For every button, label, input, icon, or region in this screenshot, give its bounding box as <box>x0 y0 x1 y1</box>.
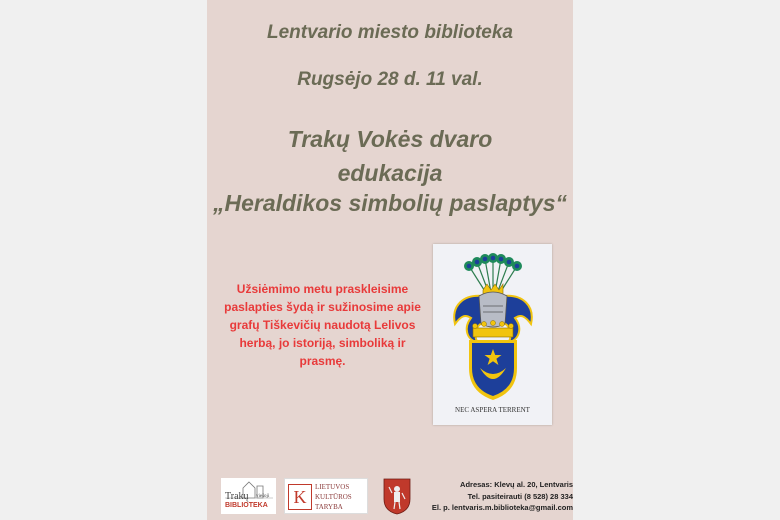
council-logo-line2: KULTŪROS <box>315 493 352 501</box>
trakai-logo-small: viešoji <box>256 494 270 499</box>
council-logo-line3: TARYBA <box>315 503 343 511</box>
event-title-line-1: Trakų Vokės dvaro <box>287 126 493 152</box>
coat-of-arms-motto: NEC ASPERA TERRENT <box>455 406 530 414</box>
event-title-line-2: edukacija <box>337 160 443 186</box>
contact-phone: Tel. pasiteirauti (8 528) 28 334 <box>467 491 573 501</box>
trakai-logo-line1: Trakų <box>225 491 249 502</box>
coronet <box>473 328 513 337</box>
coat-of-arms-illustration <box>433 244 552 404</box>
contact-address: Adresas: Klevų al. 20, Lentvaris <box>460 480 573 489</box>
trakai-library-logo <box>221 478 276 514</box>
trakai-logo-line2: BIBLIOTEKA <box>225 502 268 509</box>
trakai-coat-of-arms-icon <box>382 477 412 515</box>
event-poster <box>207 0 573 520</box>
event-datetime: Rugsėjo 28 d. 11 val. <box>297 69 483 90</box>
event-title-line-3: „Heraldikos simbolių paslaptys“ <box>212 190 568 216</box>
contact-info <box>411 479 573 514</box>
council-logo-line1: LIETUVOS <box>315 483 350 491</box>
coat-of-arms-card <box>433 244 552 425</box>
event-description: Užsiėmimo metu praskleisime paslapties šydą ir sužinosime apie grafų Tiškevičių naudotą Lelivos herbą, jo istoriją, simboliką ir prasmę. <box>224 282 421 368</box>
lithuanian-council-for-culture-logo <box>284 478 368 514</box>
library-name: Lentvario miesto biblioteka <box>267 22 513 43</box>
council-logo-mark: K <box>288 484 312 510</box>
contact-email: El. p. lentvaris.m.biblioteka@gmail.com <box>431 503 573 512</box>
